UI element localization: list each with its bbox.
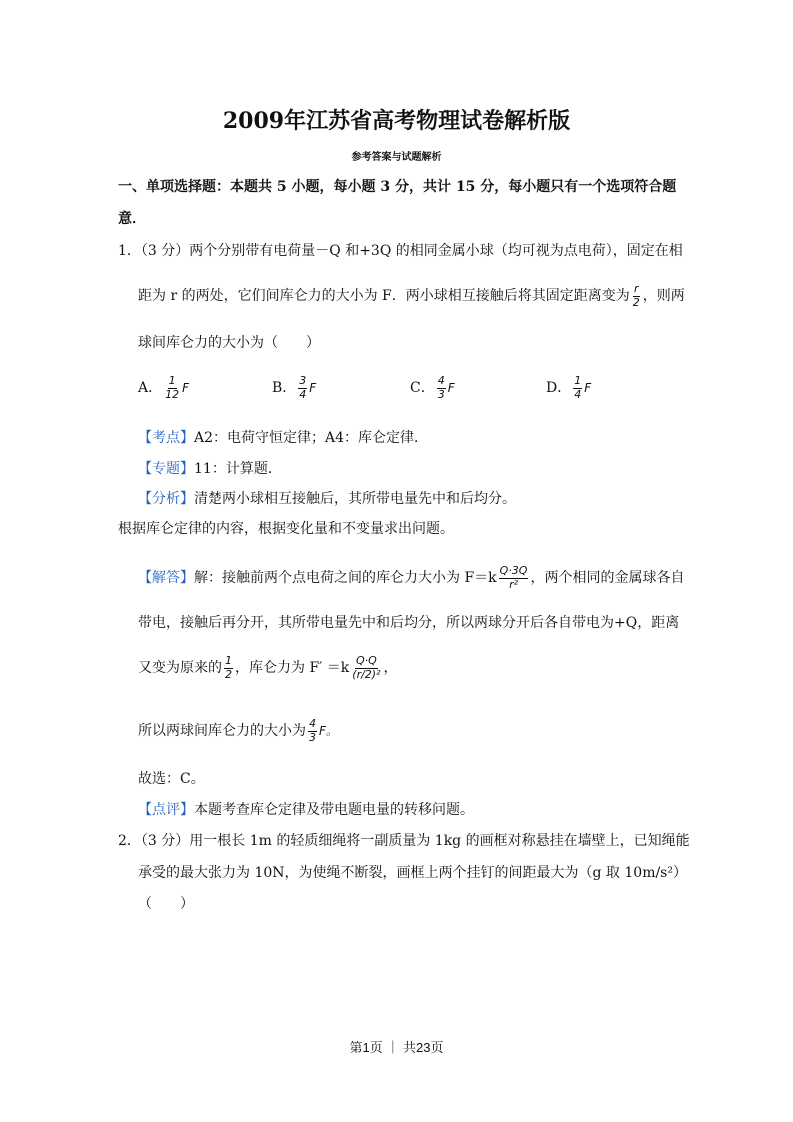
kaodian-tag: 【考点】 <box>138 430 194 446</box>
page-subtitle: 参考答案与试题解析 <box>351 152 442 163</box>
option-label: C． <box>410 380 435 397</box>
q1-option-a[interactable] <box>138 375 189 401</box>
option-fraction: $\frac{3}{4}$ <box>299 374 307 401</box>
option-variable: F <box>447 381 455 396</box>
option-fraction: $\frac{4}{3}$ <box>437 374 445 401</box>
option-fraction: $\frac{1}{4}$ <box>574 374 582 401</box>
q2-stem-line2: 承受的最大张力为 10N，为使绳不断裂，画框上两个挂钉的间距最大为（g 取 10m/s²） <box>138 865 687 881</box>
section-heading: 一、单项选择题：本题共 5 小题，每小题 3 分，共计 15 分，每小题只有一个选项符合题 <box>118 179 677 195</box>
page-title: 2009年江苏省高考物理试卷解析版 <box>222 108 571 134</box>
option-label: B． <box>272 380 297 397</box>
dianping-tag: 【点评】 <box>138 802 194 818</box>
q1-jieda-line3 <box>138 655 398 681</box>
q1-jieda-line4 <box>138 718 338 744</box>
fraction-one-half: $\frac{1}{2}$ <box>225 654 232 681</box>
option-fraction: $\frac{1}{12}$ <box>165 374 180 401</box>
zhuanti-text: 11：计算题． <box>194 461 282 477</box>
q1-fraction-r-over-2: $\frac{r}{2}$ <box>632 282 640 309</box>
kaodian-text: A2：电荷守恒定律；A4：库仑定律． <box>194 430 429 446</box>
q1-fenxi <box>138 488 516 508</box>
jieda-text: 解：接触前两个点电荷之间的库仑力大小为 F＝k <box>194 570 497 587</box>
option-variable: F <box>182 381 190 396</box>
q1-jieda-line2: 带电，接触后再分开，其所带电量先中和后均分，所以两球分开后各自带电为+Q，距离 <box>138 615 680 631</box>
fraction-four-thirds: $\frac{4}{3}$ <box>309 717 316 744</box>
fenxi-tag: 【分析】 <box>138 491 194 507</box>
option-variable: F <box>309 381 317 396</box>
q1-answer: 故选：C。 <box>138 771 205 787</box>
option-label: D． <box>546 380 572 397</box>
jieda-text-mid: ，库仑力为 F′ ＝k <box>235 660 350 677</box>
fenxi-text: 清楚两小球相互接触后，其所带电量先中和后均分。 <box>194 491 516 507</box>
option-variable: F <box>584 381 592 396</box>
jieda-text-end: F。 <box>319 724 338 739</box>
section-heading-cont: 意． <box>118 211 146 227</box>
q1-jieda-line1 <box>138 565 684 591</box>
zhuanti-tag: 【专题】 <box>138 461 194 477</box>
q1-option-d[interactable] <box>546 375 591 401</box>
jieda-text-end: ，两个相同的金属球各自 <box>530 570 685 587</box>
q1-stem-line1: 1．（3 分）两个分别带有电荷量－Q 和+3Q 的相同金属小球（均可视为点电荷），固定在相 <box>118 243 683 259</box>
q2-stem-line1: 2．（3 分）用一根长 1m 的轻质细绳将一副质量为 1kg 的画框对称悬挂在墙壁上，已知绳能 <box>118 833 690 849</box>
q1-stem-text-end: ，则两 <box>642 288 685 305</box>
q1-kaodian <box>138 427 428 447</box>
dianping-text: 本题考查库仑定律及带电题电量的转移问题。 <box>194 802 474 818</box>
jieda-text: 所以两球间库仑力的大小为 <box>138 723 306 740</box>
option-label: A． <box>138 380 163 397</box>
q1-option-c[interactable] <box>410 375 455 401</box>
jieda-tag: 【解答】 <box>138 570 194 587</box>
page-footer: 第1页 ｜ 共23页 <box>349 1040 444 1055</box>
jieda-text-end: ， <box>383 660 398 677</box>
q1-option-b[interactable] <box>272 375 316 401</box>
coulomb-fraction-final: $\frac{Q\cdot Q}{\text{(r/2)²}}$ <box>352 654 381 681</box>
q1-stem-line3: 球间库仑力的大小为（ ） <box>138 335 320 351</box>
q1-stem-line2 <box>138 283 685 309</box>
q2-stem-line3: （ ） <box>138 896 194 912</box>
jieda-text: 又变为原来的 <box>138 660 222 677</box>
q1-dianping <box>138 799 474 819</box>
q1-zhuanti <box>138 458 282 478</box>
q1-fenxi-line2: 根据库仑定律的内容，根据变化量和不变量求出问题。 <box>118 521 454 537</box>
coulomb-fraction-initial: $\frac{Q\cdot 3Q}{\text{r²}}$ <box>499 564 528 591</box>
q1-stem-text: 距为 r 的两处，它们间库仑力的大小为 F．两小球相互接触后将其固定距离变为 <box>138 288 630 305</box>
